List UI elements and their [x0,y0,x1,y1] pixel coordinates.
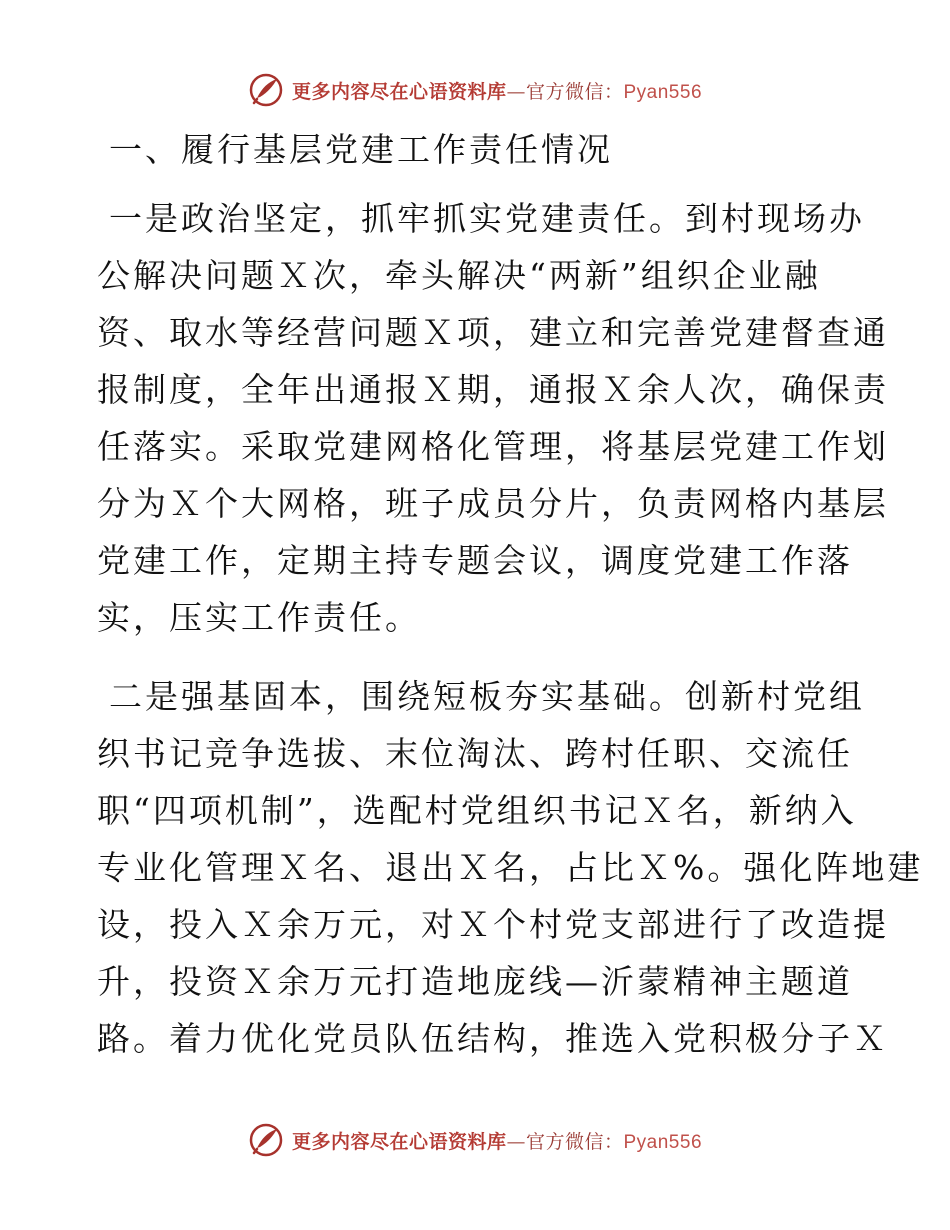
paragraph-line: 职“四项机制”，选配村党组织书记Ｘ名，新纳入 [97,791,857,830]
watermark-text [292,77,702,104]
watermark-wechat-label: 官方微信： [525,1130,624,1153]
paragraph-line: 公解决问题Ｘ次，牵头解决“两新”组织企业融 [97,256,821,295]
watermark-header [0,68,950,112]
paragraph-line: 报制度，全年出通报Ｘ期，通报Ｘ余人次，确保责 [97,370,889,409]
paragraph-line: 织书记竞争选拔、末位淘汰、跨村任职、交流任 [97,734,853,773]
watermark-separator: — [506,80,526,103]
watermark-text [292,1127,702,1154]
paragraph-line: 分为Ｘ个大网格，班子成员分片，负责网格内基层 [97,484,889,523]
quill-logo-icon [248,72,284,108]
document-body [97,122,924,1089]
paragraph-line: 资、取水等经营问题Ｘ项，建立和完善党建督查通 [97,313,889,352]
watermark-wechat-id: Pyan556 [623,81,703,103]
watermark-separator: — [506,1130,526,1153]
paragraph-foundation [97,668,924,1067]
paragraph-line: 设，投入Ｘ余万元，对Ｘ个村党支部进行了改造提 [97,905,889,944]
watermark-wechat-label: 官方微信： [525,80,624,103]
paragraph-line: 党建工作，定期主持专题会议，调度党建工作落 [97,541,853,580]
paragraph-line: 一是政治坚定，抓牢抓实党建责任。到村现场办 [109,199,865,238]
watermark-brand: 更多内容尽在心语资料库 [291,1130,507,1153]
watermark-brand: 更多内容尽在心语资料库 [291,80,507,103]
watermark-footer [0,1118,950,1162]
paragraph-line: 任落实。采取党建网格化管理，将基层党建工作划 [97,427,889,466]
paragraph-line: 实，压实工作责任。 [97,598,421,637]
paragraph-line: 二是强基固本，围绕短板夯实基础。创新村党组 [109,677,865,716]
watermark-wechat-id: Pyan556 [623,1131,703,1153]
paragraph-line: 升，投资Ｘ余万元打造地庞线—沂蒙精神主题道 [97,962,853,1001]
quill-logo-icon [248,1122,284,1158]
paragraph-political [97,190,889,646]
section-heading: 一、履行基层党建工作责任情况 [109,130,613,169]
paragraph-line: 专业化管理Ｘ名、退出Ｘ名，占比Ｘ%。强化阵地建 [97,848,924,887]
paragraph-line: 路。着力优化党员队伍结构，推选入党积极分子Ｘ [97,1019,889,1058]
